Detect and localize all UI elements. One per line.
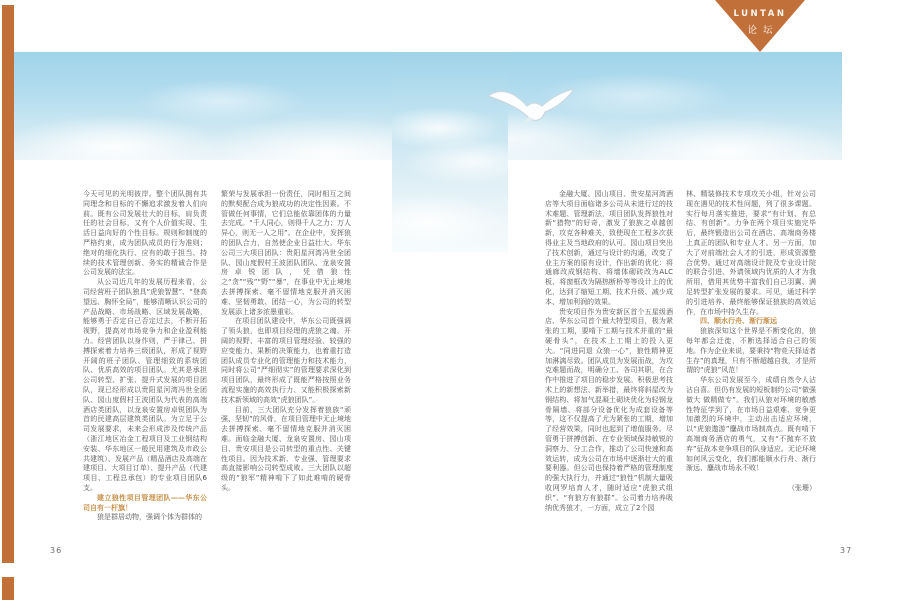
left-accent-bar-bottom (2, 577, 14, 600)
right-page-column-1 (545, 190, 673, 513)
paragraph: 在项目团队建设中，华东公司既强调了领头狼，也即项目经理的虎狼之魂、开阔的视野、丰富的项目管理经验、较强的应变能力、果断的决策能力，也着重打造团队成员专业化的管理能力和技术能力，同时将公司“严细彻实”的管理要求深化到项目团队，最终形成了既能严格按照业务流程实施的高效执行力、又能积极探索新技术新领域的高效“虎狼团队”。 (221, 317, 351, 404)
section-tab-en-label: LUNTAN (733, 9, 787, 19)
section-tab-luntan (715, 0, 805, 52)
right-page-column-2 (686, 190, 816, 494)
page-number-left: 36 (50, 546, 63, 555)
paragraph: 金融大厦、园山项目、贵安星河湾酒店等大项目面临诸多公司从未进行过的技术难题、管理新法，项目团队发挥狼性对新“猎物”的好奇，激发了狼族之卓越创新，攻克各种难关，致使现在工程多次获得业主及当地政府的认可。园山项目突出了技术创新，通过与设计的沟通，改变了业主方案的原有设计，作出新的优化：将通廊改成钢结构、将墙体砌砖改为ALC板、将窗框改为隔热断桥等等设计上的优化，达到了缩短工期、技术升级、减少成本、增加利润的效果。 (545, 190, 673, 306)
paragraph: 华东公司发展至今，成绩自然令人沾沾自喜。但仍有发展的短板制约公司“做强做大 做精做专”。我们从狼对环境的敏感性特征学到了，在市场日益艰难、竞争更加激烈的环境中，主动出击适应环境，以“虎狼遨游”鏖战市场制高点。既有啃下高端商务酒店的勇气，又有“不抛弃不放弃”征战本竞争项目的队身适应。无论环境如何风云变化，我们都能顺水行舟、渐行渐远、鏖战市场永不败！ (686, 376, 816, 473)
subheading-wolf-team: 建立狼性项目管理团队——华东公司自有一杆旗！ (83, 493, 207, 512)
author-byline: （张珊） (788, 484, 816, 493)
subheading-section-four: 四、顺水行舟、渐行渐远 (700, 317, 777, 326)
left-page-column-2 (221, 190, 351, 494)
paragraph: 繁荣与发展承担一份责任，同时相互之间的默契配合成为狼成功的决定性因素。不管做任何事情，它们总能依靠团体的力量去完成。“千人同心，则得千人之力；万人异心，则无一人之用”。在企业中，发挥狼的团队合力，自然使企业日益壮大。华东公司三大项目团队：贵阳星河湾冯世全团队、园山度假村王波团队团队、龙泉安置房卓锐团队，凭借狼性之“贪”“残”“野”“暴”，在事业中无止境地去拼搏探索、毫不留情地克服并消灭困难、坚韧勇敢、团结一心，为公司的转型发展添上诸多浓墨重彩。 (221, 190, 351, 316)
paragraph: 狼是群居动物，强调个体为群体的 (97, 513, 202, 522)
left-page-column-1 (83, 190, 207, 523)
paragraph: 今天可见的光明彼岸。整个团队拥有共同理念和目标的不懈追求激发着人们向前。既有公司发展壮大的目标，肩负责任的社会目标，又有个人价值实现、生活日益向好的个性目标。规则和制度的严格约束，成为团队成员的行为准则；绝对的细化执行、应有的敢于担当、持续的技术管理创新、务实的精诚合作是公司发展的法宝。 (83, 190, 207, 277)
paragraph: 狼族深知这个世界是不断变化的，狼每年都会迁徙，不断选择适合自己的领地。作为企业来说，要秉持“物竞天择适者生存”的真理，只有不断超越自我，才是所谓的“虎狼”风范！ (686, 327, 816, 375)
paragraph: 林、精装修技术专项攻关小组，针对公司现在遇见的技术性问题，列了很多课题。实行每月落实推进，要求“有计划、有总结、有创新”。力争在两个项目实施完毕后，最终锻造出公司在酒店、高端商务楼上真正的团队和专业人才。另一方面，加大了对前端社会人才的引进，形成资源整合优势。通过对高端设计院及专业设计院的联合引进、外请领域内优质的人才为我所用，借用其优势丰富我们自己羽翼、满足转型扩张发展的要求。可见，通过科学的引进培养、最终能够保证狼族的高效运作，在市场中持久生存。 (686, 190, 816, 316)
left-accent-bar (2, 5, 14, 563)
seagull-icon (484, 76, 576, 132)
paragraph: 从公司近几年的发展历程来看，公司经营班子团队独具“虎狼智慧”、“登高望远、胸怀全局”，能够清晰认识公司的产品战略、市场战略、区域发展战略，能够勇于否定自己否定过去，不断开拓视野，提高对市场竞争力和企业盈利能力。经营团队以身作则，严于律己、拼搏探索着力培养三级团队，形成了视野开阔的班子团队、管理细致的系统团队、优质高效的项目团队。尤其是承担公司转型、扩张、提升式发展的项目团队，现已经形成以贵阳星河湾冯世全团队、园山度假村王波团队为代表的高端酒店类团队，以龙泉安置房卓锐团队为首的民建高层建筑类团队。为立足于公司发展要求，未来会形成涉及传统产品（浙江地区冶金工程项目及工业钢结构安装、华东地区一般民用建筑及市政公共建筑）、发展产品（精品酒店及高端在建项目、大项目订单）、提升产品（代建项目、工程总承包）的专业项目团队6支。 (83, 278, 207, 492)
section-tab-zh-label: 论坛 (747, 25, 779, 36)
paragraph: 贵安项目作为贵安新区首个五星级酒店、华东公司首个最大特型项目，极为紧张的工期，要啃下工期与技术并重的“最硬骨头”，在技术上工期上的投入更大。“同进同退 众狼一心”，狼性精神更加淋漓尽致。团队成员为发展而战，为攻克难题而战，明确分工、各司其职，在合作中推进了项目的稳步发展。积极思考技术上的新想法、新举措，最终将斜屋改为钢结构、将加气混凝土砌块优化为轻钢龙骨隔墙、将部分设备优化为成套设备等等，这不仅提高了尤为紧张的工期，增加了经营效果，同时也起到了增值服务。尽管勇于拼搏创新、在专业领域保持敏锐的洞察力、分工合作，推动了公司快速和高效运转，成为公司在市场中逐渐壮大的重要利器。但公司也保持着严格的管理制度的强大执行力，并通过“狼性”机制大量吸收网罗培育人才，随时适应“虎狼式组织”、“有狼方有狼群”。公司着力培养吸纳优秀狼才，一方面，成立了2个园 (545, 307, 673, 512)
page-number-right: 37 (840, 546, 853, 555)
paragraph: 目前，三大团队充分发挥着狼族“顽强、坚韧”的风骨，在项目管理中无止境地去拼搏探索、毫不留情地克服并消灭困难。面临金融大厦、龙泉安置房、园山项目、贵安项目是公司转型的重点性、关键性项目。因为技术新、专业强、管理要求高直接影响公司转型成败。三大团队以超级的“狼军”精神啃下了如此难啃的硬骨头。 (221, 405, 351, 492)
